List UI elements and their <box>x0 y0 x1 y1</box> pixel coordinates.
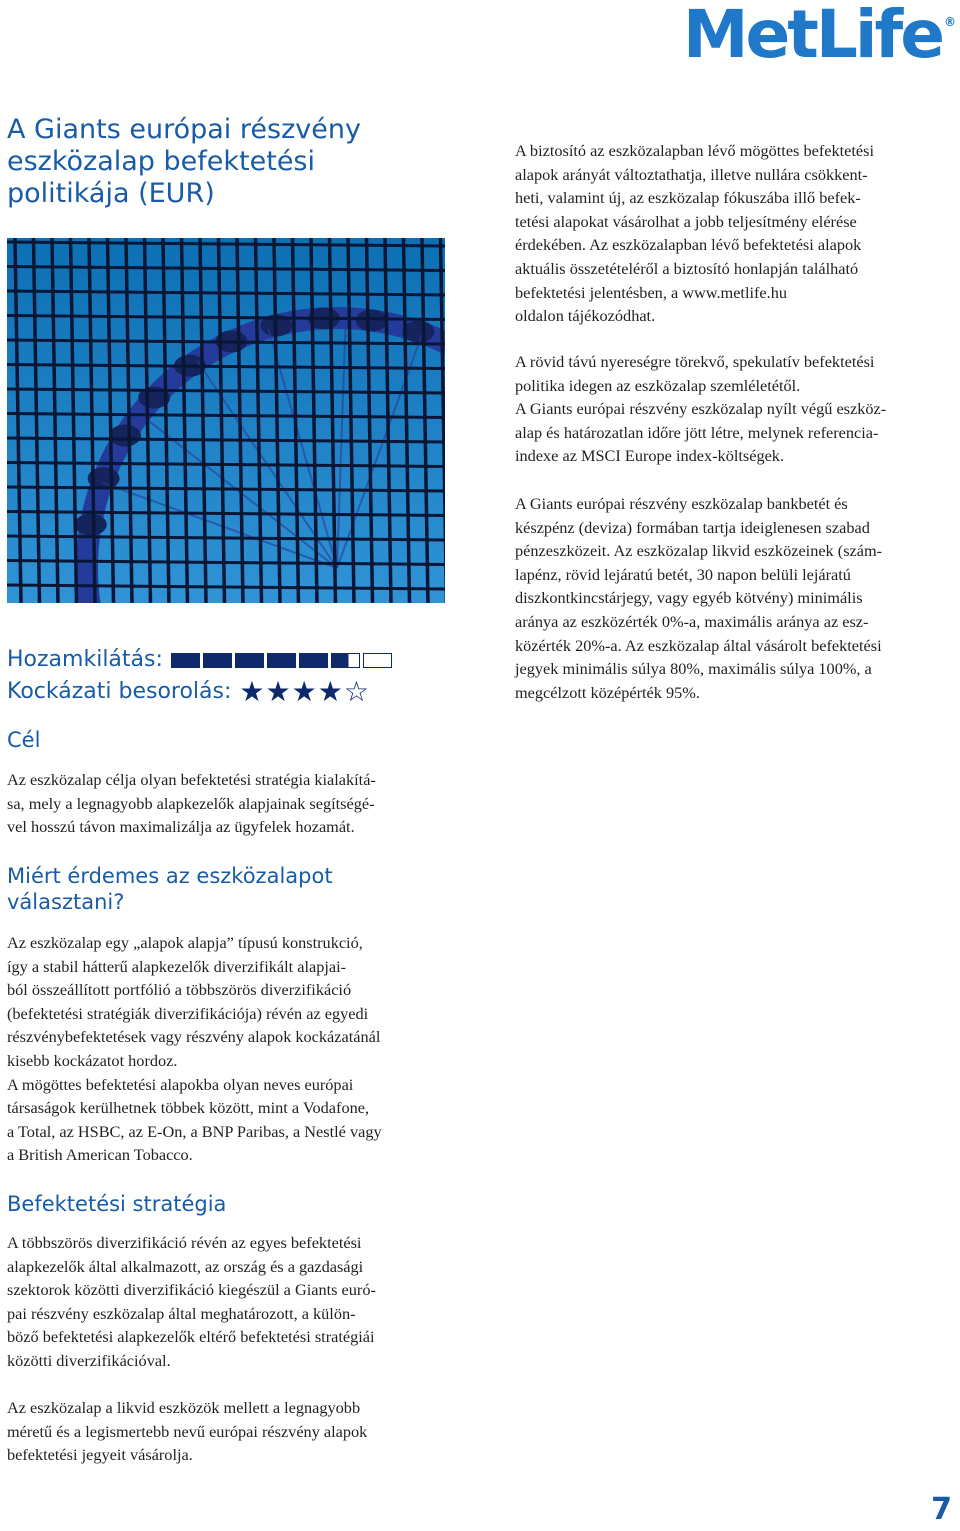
why-heading <box>7 863 447 915</box>
text-line: pai részvény eszközalap által meghatározott, a külön- <box>7 1303 356 1323</box>
text-line: heti, valamint új, az eszközalap fókuszába illő befek- <box>515 188 861 208</box>
text-line: indexe az MSCI Europe index-költségek. <box>515 446 785 466</box>
outlook-label: Hozamkilátás: <box>7 647 163 672</box>
outlook-bar <box>171 653 200 668</box>
text-line: Az eszközalap egy „alapok alapja” típusú konstrukció, <box>7 933 363 952</box>
title-line: A Giants európai részvény <box>7 114 361 145</box>
text-line: befektetési jegyeit vásárolja. <box>7 1445 193 1465</box>
text-line: alapkezelők által alkalmazott, az ország és a gazdasági <box>7 1256 364 1276</box>
text-line: méretű és a legismertebb nevű európai részvény alapok <box>7 1421 368 1441</box>
why-text <box>7 931 447 1167</box>
logo-text: MetLife <box>682 0 942 73</box>
text-line: vel hosszú távon maximalizálja az ügyfelek hozamát. <box>7 817 355 837</box>
outlook-bar <box>267 653 296 668</box>
text-line: társaságok kerülhetnek többek között, mint a Vodafone, <box>7 1098 370 1118</box>
text-line: politika idegen az eszközalap szemléletétől. <box>515 375 801 395</box>
text-line: A többszörös diverzifikáció révén az egyes befektetési <box>7 1233 362 1252</box>
registered-mark: ® <box>944 15 956 29</box>
outlook-bar <box>203 653 232 668</box>
wheel-capsule <box>109 425 141 447</box>
text-line: Az eszközalap a likvid eszközök mellett a legnagyobb <box>7 1398 361 1417</box>
outlook-bar <box>299 653 328 668</box>
title-line: politikája (EUR) <box>7 178 215 209</box>
text-line: így a stabil hátterű alapkezelők diverzifikált alapjai- <box>7 956 347 976</box>
text-line: tetési alapokat vásárolhat a jobb teljesítmény elérése <box>515 211 857 231</box>
text-line: alap és határozatlan időre jött létre, melynek referencia- <box>515 422 879 442</box>
text-line: közötti diverzifikációval. <box>7 1350 171 1370</box>
text-line: (befektetési stratégiák diverzifikációja) révén az egyedi <box>7 1003 369 1023</box>
text-line: A mögöttes befektetési alapokba olyan neves európai <box>7 1074 354 1094</box>
outlook-bars <box>171 653 392 668</box>
title-line: eszközalap befektetési <box>7 146 315 177</box>
outlook-bar <box>235 653 264 668</box>
right-text-1 <box>515 139 955 328</box>
text-line: a Total, az HSBC, az E-On, a BNP Paribas, a Nestlé vagy <box>7 1121 382 1141</box>
text-line: kisebb kockázatot hordoz. <box>7 1050 178 1070</box>
text-line: jegyek minimális súlya 80%, maximális súlya 100%, a <box>515 659 872 679</box>
text-line: A Giants európai részvény eszközalap bankbetét és <box>515 494 848 513</box>
risk-stars-icon: ★★★★☆ <box>239 675 370 708</box>
strategy-text-1 <box>7 1231 447 1373</box>
wheel-capsule <box>402 321 434 343</box>
text-line: lapénz, rövid lejáratú betét, 30 napon belüli lejáratú <box>515 564 851 584</box>
text-line: megcélzott középérték 95%. <box>515 682 700 702</box>
outlook-row <box>7 644 447 676</box>
outlook-bar <box>363 653 392 668</box>
text-line: A biztosító az eszközalapban lévő mögöttes befektetési <box>515 141 874 160</box>
metlife-logo <box>682 0 956 73</box>
strategy-text-2 <box>7 1396 447 1467</box>
goal-heading: Cél <box>7 728 41 752</box>
text-line: érdekében. Az eszközalapban lévő befektetési alapok <box>515 235 862 255</box>
heading-line: Miért érdemes az eszközalapot <box>7 864 333 888</box>
text-line: befektetési jelentésben, a www.metlife.hu <box>515 282 788 302</box>
risk-label: Kockázati besorolás: <box>7 679 232 704</box>
text-line: alapok arányát változtathatja, illetve nullára csökkent- <box>515 164 868 184</box>
text-line: szektorok közötti diverzifikáció kiegészül a Giants euró- <box>7 1280 376 1300</box>
page-number: 7 <box>931 1492 952 1527</box>
right-text-2 <box>515 350 955 468</box>
text-line: A Giants európai részvény eszközalap nyílt végű eszköz- <box>515 399 887 419</box>
text-line: böző befektetési alapkezelők eltérő befektetési stratégiái <box>7 1327 375 1347</box>
text-line: ból összeállított portfólió a többszörös diverzifikáció <box>7 980 352 1000</box>
goal-text <box>7 768 447 839</box>
text-line: sa, mely a legnagyobb alapkezelők alapjainak segítségé- <box>7 793 375 813</box>
text-line: aránya az eszközérték 0%-a, maximális aránya az esz- <box>515 611 869 631</box>
risk-row <box>7 676 447 708</box>
outlook-bar <box>331 653 360 668</box>
text-line: aktuális összetételéről a biztosító honlapján található <box>515 258 859 278</box>
page-title <box>7 114 407 210</box>
text-line: oldalon tájékozódhat. <box>515 306 656 326</box>
text-line: diszkontkincstárjegy, vagy egyéb kötvény) minimális <box>515 588 863 608</box>
text-line: a British American Tobacco. <box>7 1145 193 1165</box>
right-text-3 <box>515 492 955 704</box>
text-line: készpénz (deviza) formában tartja ideiglenesen szabad <box>515 517 870 537</box>
glass-facade-ferris-wheel-reflection-photo <box>7 238 445 603</box>
text-line: közérték 20%-a. Az eszközalap által vásárolt befektetési <box>515 635 882 655</box>
wheel-capsule <box>75 514 107 536</box>
text-line: Az eszközalap célja olyan befektetési stratégia kialakítá- <box>7 770 376 789</box>
text-line: részvénybefektetések vagy részvény alapok kockázatánál <box>7 1027 381 1047</box>
strategy-heading: Befektetési stratégia <box>7 1192 227 1216</box>
heading-line: választani? <box>7 890 125 914</box>
text-line: pénzeszközeit. Az eszközalap likvid eszközeinek (szám- <box>515 541 883 561</box>
text-line: A rövid távú nyereségre törekvő, spekulatív befektetési <box>515 352 875 371</box>
rating-block <box>7 644 447 708</box>
